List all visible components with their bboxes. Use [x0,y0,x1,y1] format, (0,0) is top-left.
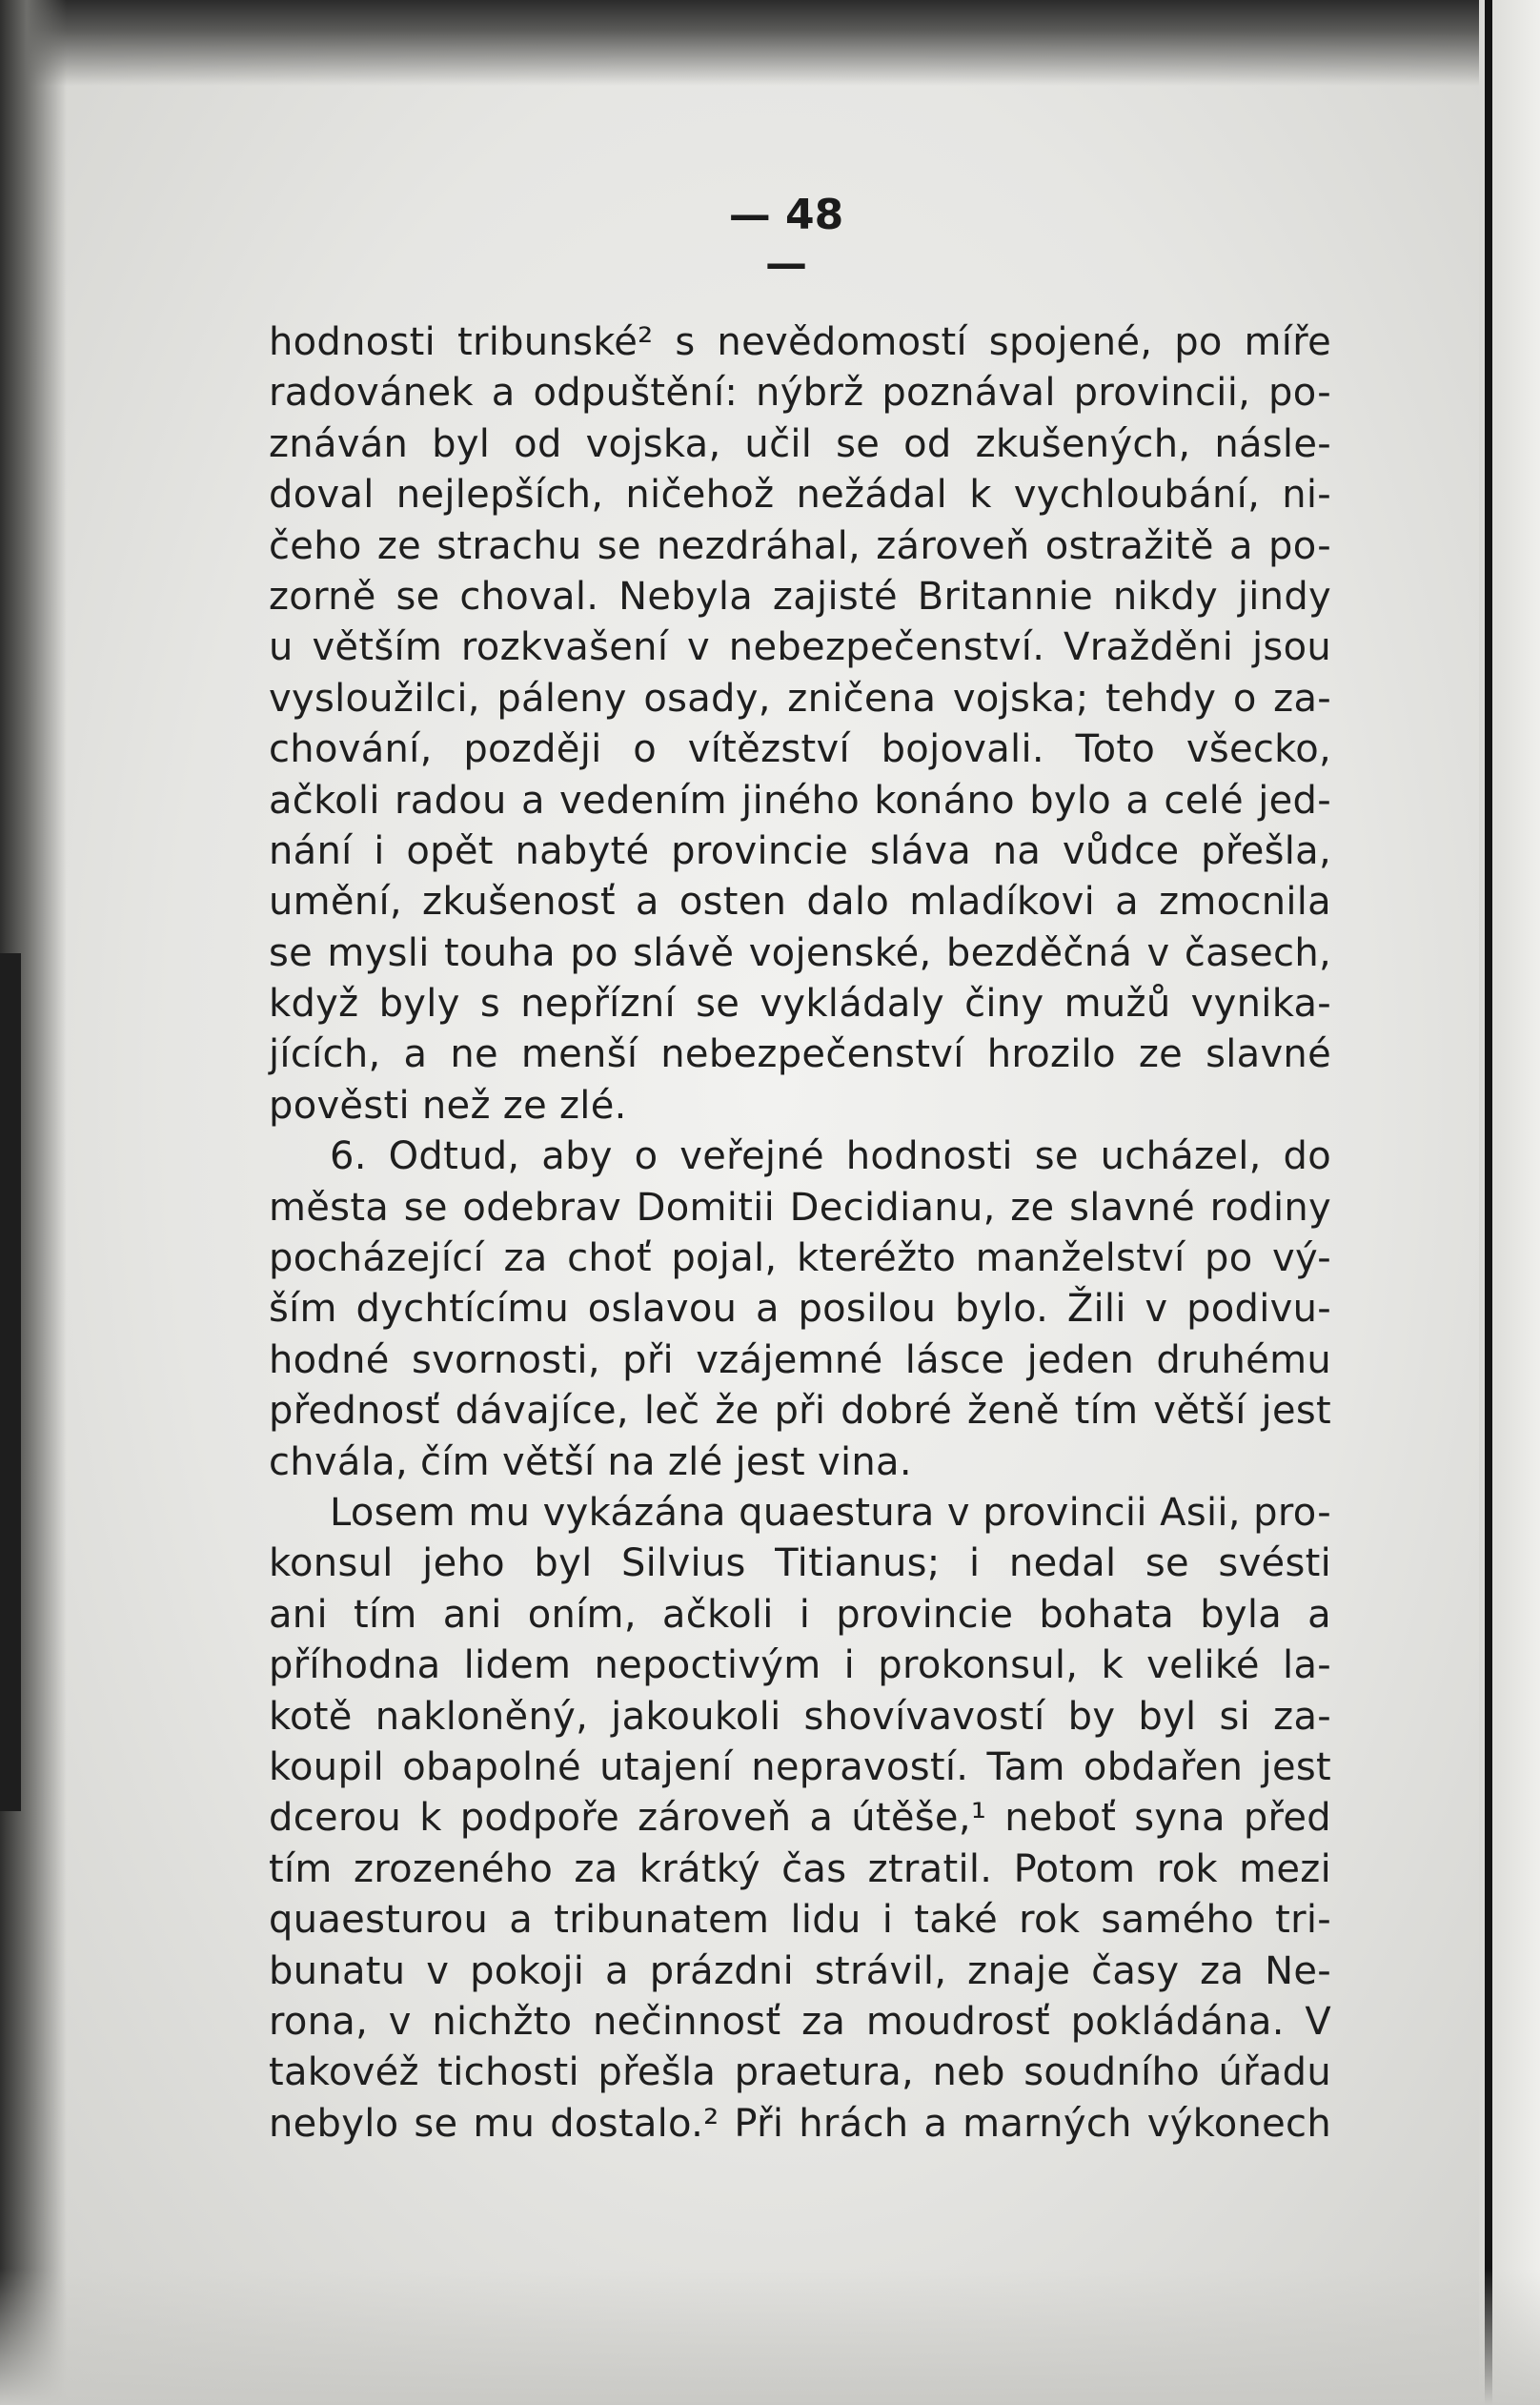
text-line: čeho ze strachu se nezdráhal, zároveň ostražitě a po- [269,523,1331,568]
right-edge-rule [1485,0,1492,2405]
text-line: chvála, čím větší na zlé jest vina. [269,1439,912,1484]
text-line: umění, zkušenosť a osten dalo mladíkovi a zmocnila [269,880,1331,925]
text-line: vysloužilci, páleny osady, zničena vojska; tehdy o za- [269,676,1331,721]
text-line: rona, v nichžto nečinnosť za moudrosť pokládána. V [269,1999,1331,2044]
text-line: když byly s nepřízní se vykládaly činy mužů vynika- [269,982,1331,1027]
text-line: města se odebrav Domitii Decidianu, ze slavné rodiny [269,1185,1331,1230]
text-line: u větším rozkvašení v nebezpečenství. Vražděni jsou [269,625,1331,670]
text-line: dcerou k podpoře zároveň a útěše,¹ neboť syna před [269,1796,1331,1841]
text-line: nebylo se mu dostalo.² Při hrách a marných výkonech [269,2101,1331,2146]
text-line: jících, a ne menší nebezpečenství hrozilo ze slavné [269,1032,1331,1077]
text-line: kotě nakloněný, jakoukoli shovívavostí by byl si za- [269,1694,1331,1739]
body-text [269,317,1331,2150]
text-line: konsul jeho byl Silvius Titianus; i nedal se svésti [269,1541,1331,1586]
left-binding-strip [0,953,21,1811]
bottom-edge-shade [0,2269,1540,2405]
text-line: quaesturou a tribunatem lidu i také rok samého tri- [269,1898,1331,1943]
text-line: pocházející za choť pojal, kteréžto manželství po vý- [269,1236,1331,1281]
text-line: doval nejlepších, ničehož nežádal k vychloubání, ni- [269,473,1331,518]
text-line: pověsti než ze zlé. [269,1083,627,1128]
text-line: přednosť dávajíce, leč že při dobré ženě tím větší jest [269,1389,1331,1434]
text-line: ším dychtícímu oslavou a posilou bylo. Žili v podivu- [269,1287,1331,1332]
text-line: znáván byl od vojska, učil se od zkušených, násle- [269,421,1331,466]
text-line: ani tím ani oním, ačkoli i provincie bohata byla a [269,1592,1331,1637]
text-line: nání i opět nabyté provincie sláva na vůdce přešla, [269,828,1331,873]
text-line: tím zrozeného za krátký čas ztratil. Potom rok mezi [269,1846,1331,1891]
text-line: příhodna lidem nepoctivým i prokonsul, k veliké la- [269,1643,1331,1688]
text-line: ačkoli radou a vedením jiného konáno bylo a celé jed- [269,778,1331,823]
text-line: Losem mu vykázána quaestura v provincii Asii, pro- [330,1490,1331,1535]
top-edge-shadow [0,0,1540,86]
text-line: zorně se choval. Nebyla zajisté Britannie nikdy jindy [269,574,1331,619]
page-number: — 48 — [728,191,844,288]
text-line: hodnosti tribunské² s nevědomostí spojené, po míře [269,320,1331,364]
text-line: hodné svornosti, při vzájemné lásce jeden druhému [269,1337,1331,1382]
text-line: takovéž tichosti přešla praetura, neb soudního úřadu [269,2050,1331,2095]
text-line: se mysli touha po slávě vojenské, bezděčná v časech, [269,930,1331,975]
text-line: chování, později o vítězství bojovali. Toto všecko, [269,727,1331,772]
text-line: radovánek a odpuštění: nýbrž poznával provincii, po- [269,371,1331,416]
text-line: koupil obapolné utajení nepravostí. Tam obdařen jest [269,1744,1331,1789]
text-line: bunatu v pokoji a prázdni strávil, znaje časy za Ne- [269,1948,1331,1993]
text-line: 6. Odtud, aby o veřejné hodnosti se ucházel, do [330,1134,1331,1179]
